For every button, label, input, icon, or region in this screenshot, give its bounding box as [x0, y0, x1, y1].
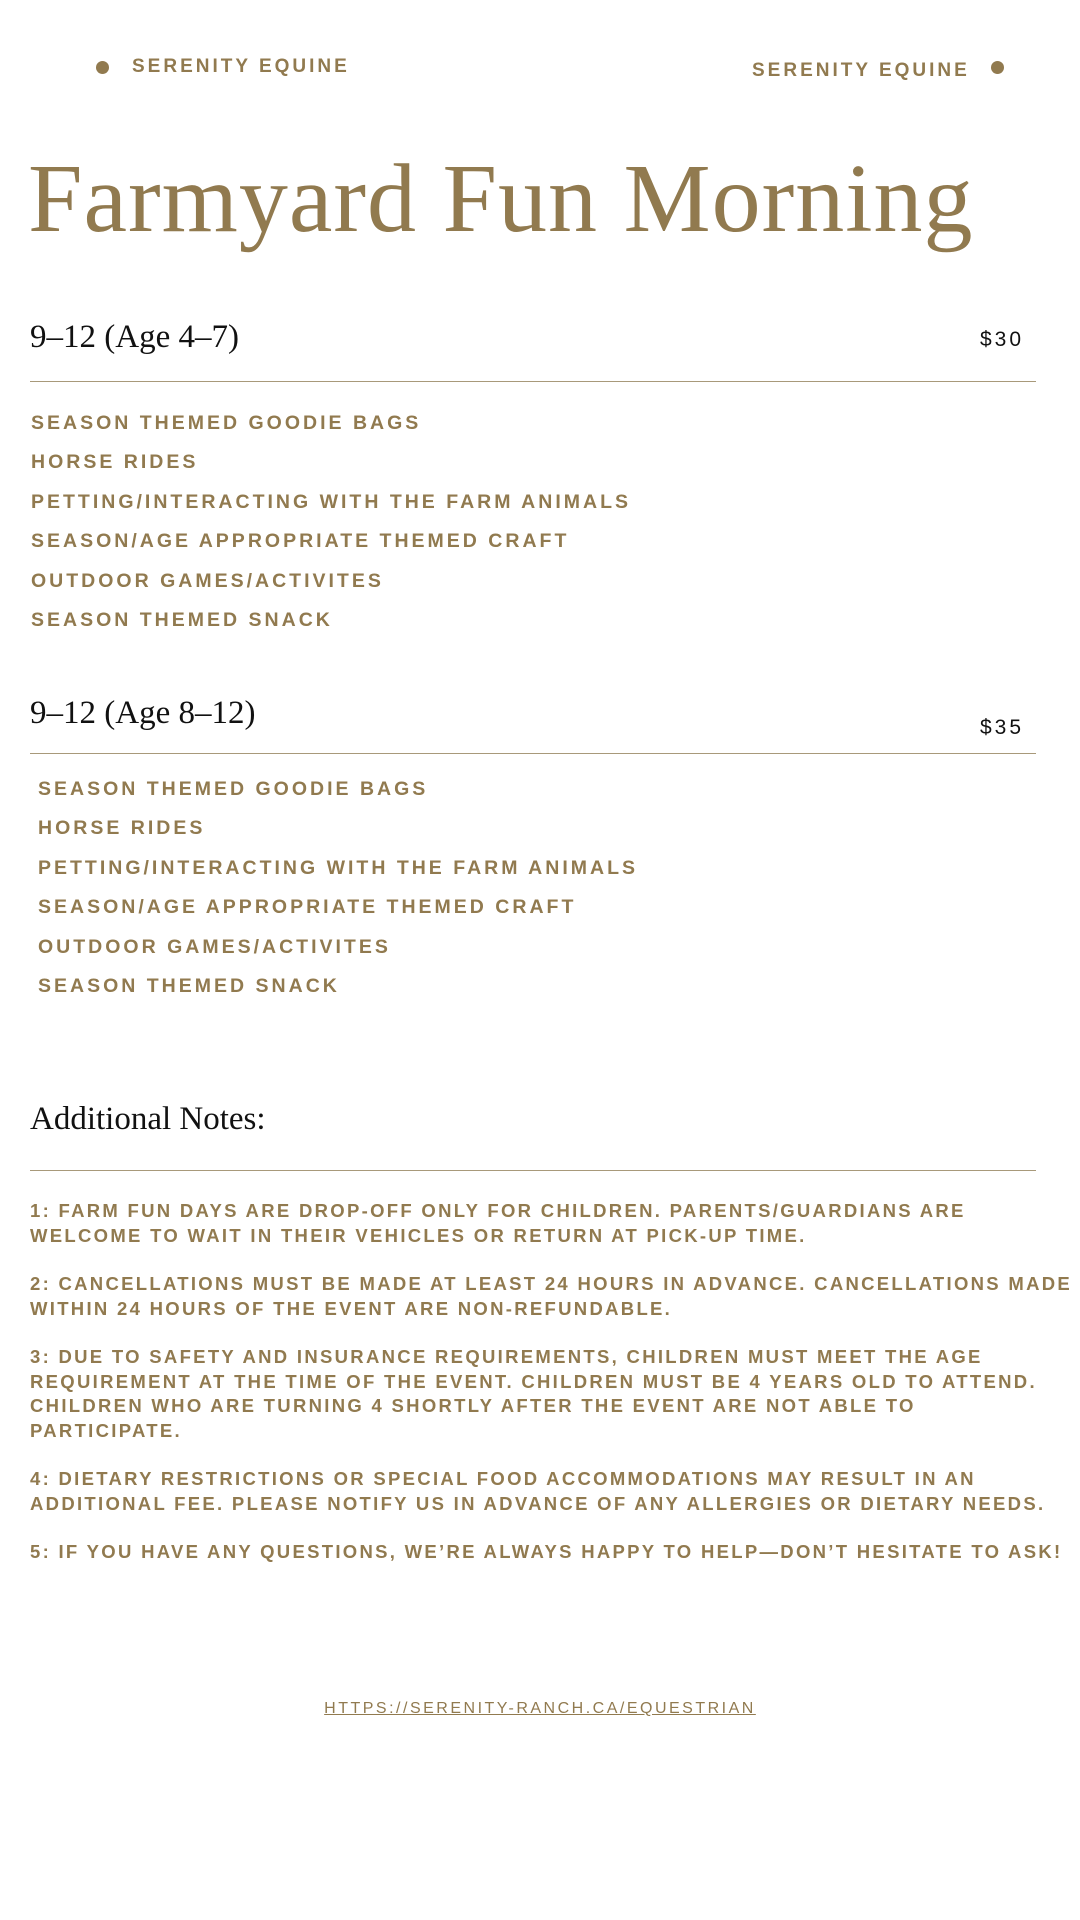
- section-divider: [30, 753, 1036, 754]
- list-item: SEASON/AGE APPROPRIATE THEMED CRAFT: [31, 530, 570, 553]
- section-divider: [30, 381, 1036, 382]
- note-item: 1: FARM FUN DAYS ARE DROP-OFF ONLY FOR CHILDREN. PARENTS/GUARDIANS ARE WELCOME TO WAIT IN THEIR VEHICLES OR RETURN AT PICK-UP TIME.: [30, 1200, 966, 1246]
- section-divider: [30, 1170, 1036, 1171]
- price-age-8-12: $35: [980, 716, 1025, 739]
- brand-name-left: SERENITY EQUINE: [132, 56, 350, 77]
- section-heading-age-4-7: 9–12 (Age 4–7): [30, 319, 239, 355]
- note-item: 2: CANCELLATIONS MUST BE MADE AT LEAST 24 HOURS IN ADVANCE. CANCELLATIONS MADE WITHIN 24 HOURS OF THE EVENT ARE NON-REFUNDABLE.: [30, 1273, 1073, 1319]
- list-item: OUTDOOR GAMES/ACTIVITES: [31, 569, 384, 592]
- note-item: 4: DIETARY RESTRICTIONS OR SPECIAL FOOD ACCOMMODATIONS MAY RESULT IN AN ADDITIONAL FEE. PLEASE NOTIFY US IN ADVANCE OF ANY ALLERGIES OR DIETARY NEEDS.: [30, 1468, 1046, 1514]
- list-item: SEASON THEMED GOODIE BAGS: [31, 412, 422, 434]
- list-item: OUTDOOR GAMES/ACTIVITES: [38, 935, 391, 958]
- activity-list-age-4-7: [31, 404, 631, 640]
- notes-list: [30, 1199, 1075, 1589]
- list-item: SEASON THEMED SNACK: [31, 608, 333, 631]
- note-item: 5: IF YOU HAVE ANY QUESTIONS, WE’RE ALWAYS HAPPY TO HELP—DON’T HESITATE TO ASK!: [30, 1541, 1063, 1562]
- brand-dot-left-icon: [96, 61, 109, 74]
- note-item: 3: DUE TO SAFETY AND INSURANCE REQUIREMENTS, CHILDREN MUST MEET THE AGE REQUIREMENT AT THE TIME OF THE EVENT. CHILDREN MUST BE 4 YEARS OLD TO ATTEND. CHILDREN WHO ARE TURNING 4 SHORTLY AFTER THE EVENT ARE NOT ABLE TO PARTICIPATE.: [30, 1346, 1037, 1441]
- list-item: SEASON THEMED GOODIE BAGS: [38, 778, 429, 800]
- list-item: SEASON/AGE APPROPRIATE THEMED CRAFT: [38, 896, 577, 919]
- notes-heading: Additional Notes:: [30, 1101, 266, 1137]
- price-age-4-7: $30: [980, 328, 1025, 351]
- list-item: PETTING/INTERACTING WITH THE FARM ANIMALS: [31, 490, 631, 513]
- list-item: PETTING/INTERACTING WITH THE FARM ANIMALS: [38, 856, 638, 879]
- brand-name-right: SERENITY EQUINE: [752, 60, 970, 81]
- section-heading-age-8-12: 9–12 (Age 8–12): [30, 695, 256, 731]
- list-item: HORSE RIDES: [38, 817, 206, 840]
- page-title: Farmyard Fun Morning: [28, 145, 974, 253]
- website-link[interactable]: HTTPS://SERENITY-RANCH.CA/EQUESTRIAN: [324, 1700, 756, 1717]
- list-item: HORSE RIDES: [31, 451, 199, 474]
- list-item: SEASON THEMED SNACK: [38, 974, 340, 997]
- brand-dot-right-icon: [991, 61, 1004, 74]
- activity-list-age-8-12: [38, 770, 638, 1006]
